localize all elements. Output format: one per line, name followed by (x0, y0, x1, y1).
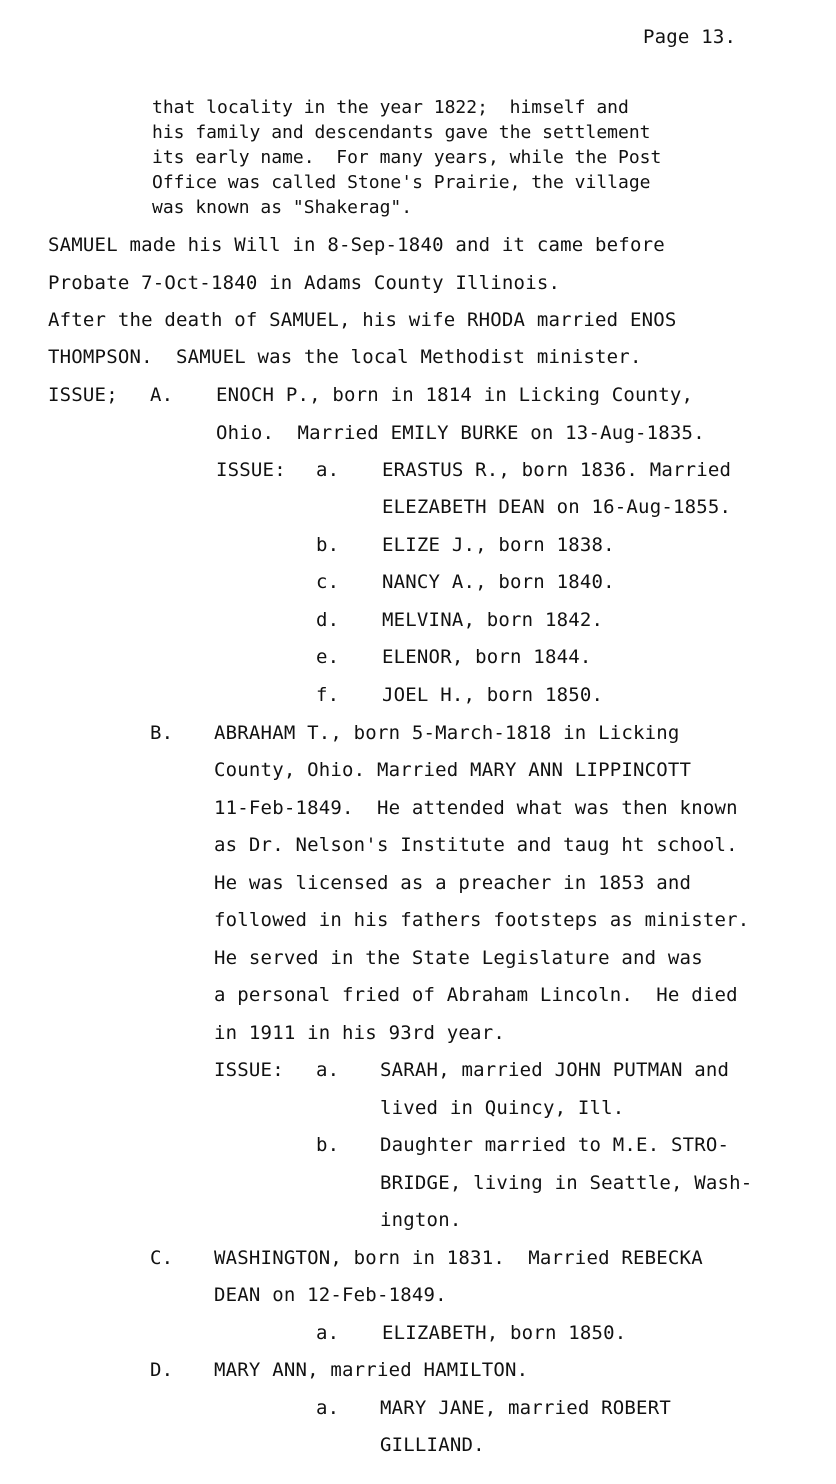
child-letter: C. (150, 1247, 174, 1269)
child-letter: A. (150, 384, 174, 406)
issue-sub-label: ISSUE: (216, 459, 286, 481)
quote-line: its early name. For many years, while the Post (152, 147, 662, 168)
paragraph-line: Probate 7-Oct-1840 in Adams County Illinois. (48, 272, 561, 294)
grandchild-letter: a. (316, 1397, 340, 1419)
grandchild-letter: b. (316, 1134, 340, 1156)
quote-line: that locality in the year 1822; himself and (152, 97, 629, 118)
child-entry-line: ABRAHAM T., born 5-March-1818 in Licking (214, 722, 680, 744)
grandchild-letter: a. (316, 1322, 340, 1344)
child-letter: D. (150, 1359, 174, 1381)
child-entry-line: a personal fried of Abraham Lincoln. He died (214, 984, 738, 1006)
quote-line: Office was called Stone's Prairie, the village (152, 172, 651, 193)
child-entry-line: 11-Feb-1849. He attended what was then known (214, 797, 738, 819)
grandchild-line: Daughter married to M.E. STRO- (380, 1134, 730, 1156)
grandchild-line: SARAH, married JOHN PUTMAN and (380, 1059, 730, 1081)
grandchild-line: lived in Quincy, Ill. (380, 1097, 625, 1119)
grandchild-line: JOEL H., born 1850. (382, 684, 604, 706)
grandchild-line: NANCY A., born 1840. (382, 571, 615, 593)
child-entry-line: County, Ohio. Married MARY ANN LIPPINCOTT (214, 759, 692, 781)
child-entry-line: Ohio. Married EMILY BURKE on 13-Aug-1835. (216, 422, 705, 444)
grandchild-line: ELENOR, born 1844. (382, 646, 592, 668)
grandchild-line: ington. (380, 1209, 462, 1231)
grandchild-letter: d. (316, 609, 340, 631)
grandchild-letter: f. (316, 684, 340, 706)
grandchild-line: ELEZABETH DEAN on 16-Aug-1855. (382, 496, 732, 518)
paragraph-line: SAMUEL made his Will in 8-Sep-1840 and it came before (48, 234, 665, 256)
grandchild-line: ERASTUS R., born 1836. Married (382, 459, 732, 481)
child-entry-line: followed in his fathers footsteps as minister. (214, 909, 750, 931)
child-letter: B. (150, 722, 174, 744)
grandchild-line: ELIZE J., born 1838. (382, 534, 615, 556)
child-entry-line: He was licensed as a preacher in 1853 and (214, 872, 692, 894)
grandchild-letter: b. (316, 534, 340, 556)
grandchild-letter: c. (316, 571, 340, 593)
child-entry-line: in 1911 in his 93rd year. (214, 1022, 505, 1044)
grandchild-line: MARY JANE, married ROBERT (380, 1397, 671, 1419)
issue-sub-label: ISSUE: (214, 1059, 284, 1081)
grandchild-letter: a. (316, 1059, 340, 1081)
paragraph-line: THOMPSON. SAMUEL was the local Methodist minister. (48, 346, 642, 368)
grandchild-letter: a. (316, 459, 340, 481)
grandchild-line: MELVINA, born 1842. (382, 609, 604, 631)
grandchild-letter: e. (316, 646, 340, 668)
paragraph-line: After the death of SAMUEL, his wife RHODA married ENOS (48, 309, 677, 331)
grandchild-line: GILLIAND. (380, 1434, 485, 1456)
child-entry-line: ENOCH P., born in 1814 in Licking County, (216, 384, 694, 406)
child-entry-line: as Dr. Nelson's Institute and taug ht school. (214, 834, 738, 856)
grandchild-line: ELIZABETH, born 1850. (382, 1322, 627, 1344)
quote-line: his family and descendants gave the settlement (152, 122, 651, 143)
issue-label: ISSUE; (48, 384, 118, 406)
quote-line: was known as "Shakerag". (152, 197, 413, 218)
child-entry-line: He served in the State Legislature and was (214, 947, 703, 969)
child-entry-line: WASHINGTON, born in 1831. Married REBECKA (214, 1247, 703, 1269)
child-entry-line: DEAN on 12-Feb-1849. (214, 1284, 447, 1306)
grandchild-line: BRIDGE, living in Seattle, Wash- (380, 1172, 753, 1194)
child-entry-line: MARY ANN, married HAMILTON. (214, 1359, 529, 1381)
page-number: Page 13. (643, 26, 737, 48)
